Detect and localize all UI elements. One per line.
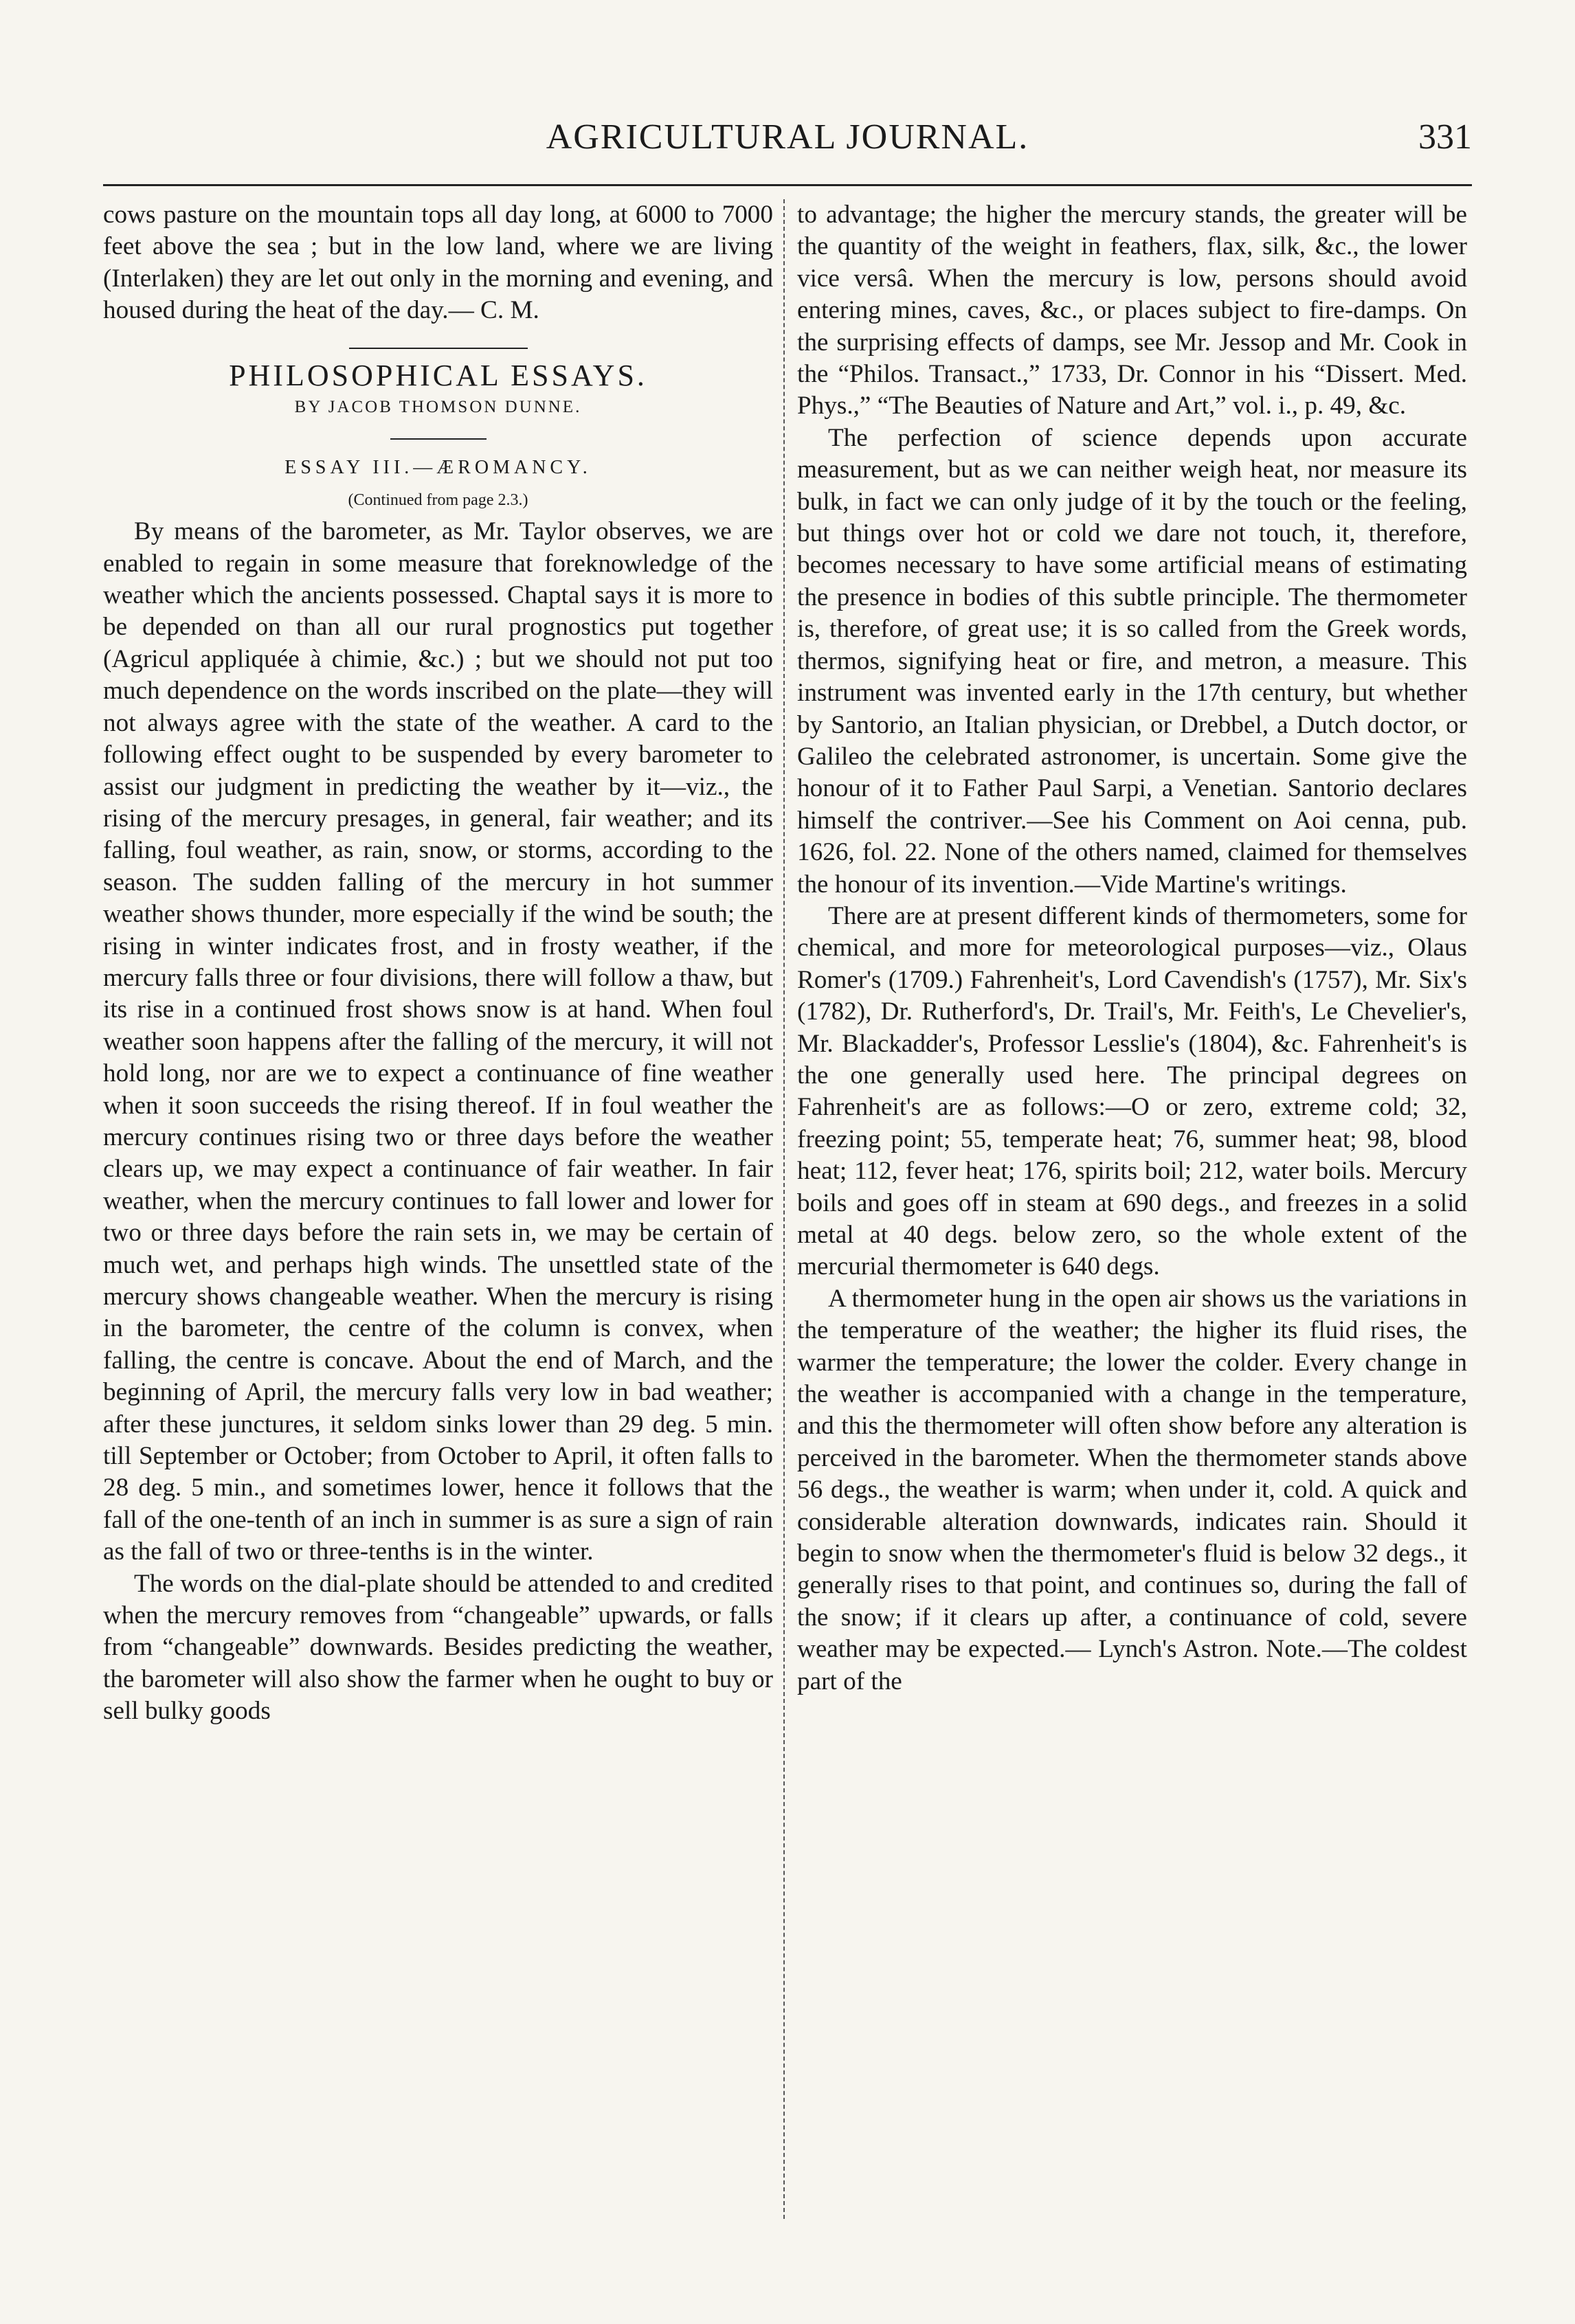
body-paragraph: A thermometer hung in the open air shows us the variations in the temperature of the weather; the higher its fluid rises, the warmer the temperature; the lower the colder. Every change in the weather is accompanied with a change in the temperature, and this the thermometer will often show before any alteration is perceived in the barometer. When the thermometer stands above 56 degs., the weather is warm; when under it, cold. A quick and considerable alteration downwards, indicates rain. Should it begin to snow when the thermometer's fluid is below 32 degs., it generally rises to that point, and continues so, during the fall of the snow; if it clears up after, a continuance of cold, severe weather may be expected.— Lynch's Astron. Note.—The coldest part of the xyxy=(797,1284,1467,1695)
column-divider xyxy=(783,199,785,2219)
body-paragraph: There are at present different kinds of thermometers, some for chemical, and more for meteorological purposes—viz., Olaus Romer's (1709.) Fahrenheit's, Lord Cavendish's (1757), Mr. Six's (1782), Dr. Rutherford's, Dr. Trail's, Mr. Feith's, Le Chevelier's, Mr. Blackadder's, Professor Lesslie's (1804), &c. Fahrenheit's is the one generally used here. The principal degrees on Fahrenheit's are as follows:—O or zero, extreme cold; 32, freezing point; 55, temperate heat; 76, summer heat; 98, blood heat; 112, fever heat; 176, spirits boil; 212, water boils. Mercury boils and goes off in steam at 690 degs., and freezes in a solid metal at 40 degs. below zero, so the whole extent of the mercurial thermometer is 640 degs. xyxy=(797,901,1467,1281)
body-paragraph: to advantage; the higher the mercury stands, the greater will be the quantity of the weight in feathers, flax, silk, &c., the lower vice versâ. When the mercury is low, persons should avoid entering mines, caves, &c., or places subject to fire-damps. On the surprising effects of damps, see Mr. Jessop and Mr. Cook in the “Philos. Transact.,” 1733, Dr. Connor in his “Dissert. Med. Phys.,” “The Beauties of Nature and Art,” vol. i., p. 49, &c. xyxy=(797,201,1467,420)
running-header xyxy=(103,117,1472,179)
essay-title: ESSAY III.—ÆROMANCY. xyxy=(284,457,592,479)
header-rule xyxy=(103,184,1472,186)
continued-note: (Continued from page 2.3.) xyxy=(348,490,528,509)
author-rule xyxy=(390,438,487,440)
journal-title: AGRICULTURAL JOURNAL. xyxy=(546,117,1029,157)
intro-paragraph: cows pasture on the mountain tops all day long, at 6000 to 7000 feet above the sea ; but in the low land, where we are living (Interlaken) they are let out only in the morning and evening, and housed during the heat of the day.— C. M. xyxy=(103,201,773,325)
body-paragraph: The words on the dial-plate should be attended to and credited when the mercury removes from “changeable” upwards, or falls from “changeable” downwards. Besides predicting the weather, the barometer will also show the farmer when he ought to buy or sell bulky goods xyxy=(103,1569,773,1726)
page-number: 331 xyxy=(1418,117,1472,157)
section-rule xyxy=(349,348,528,349)
body-paragraph: The perfection of science depends upon accurate measurement, but as we can neither weigh heat, nor measure its bulk, in fact we can only judge of it by the touch or the feeling, but things over hot or cold we dare not touch, it, therefore, becomes necessary to have some artificial means of estimating the presence in bodies of this subtle principle. The thermometer is, therefore, of great use; it is so called from the Greek words, thermos, signifying heat or fire, and metron, a measure. This instrument was invented early in the 17th century, but whether by Santorio, an Italian physician, or Drebbel, a Dutch doctor, or Galileo the celebrated astronomer, is uncertain. Some give the honour of it to Father Paul Sarpi, a Venetian. Santorio declares himself the contriver.—See his Comment on Aoi cenna, pub. 1626, fol. 22. None of the others named, claimed for themselves the honour of its invention.—Vide Martine's writings. xyxy=(797,423,1467,899)
section-title: PHILOSOPHICAL ESSAYS. xyxy=(229,358,647,392)
right-column xyxy=(797,199,1467,1697)
left-column xyxy=(103,199,773,1728)
body-paragraph: By means of the barometer, as Mr. Taylor observes, we are enabled to regain in some measure that foreknowledge of the weather which the ancients possessed. Chaptal says it is more to be depended on than all our rural prognostics put together (Agricul appliquée à chimie, &c.) ; but we should not put too much dependence on the words inscribed on the plate—they will not always agree with the state of the weather. A card to the following effect ought to be suspended by every barometer to assist our judgment in predicting the weather by it—viz., the rising of the mercury presages, in general, fair weather; and its falling, foul weather, as rain, snow, or storms, according to the season. The sudden falling of the mercury in hot summer weather shows thunder, more especially if the wind be south; the rising in winter indicates frost, and in frosty weather, if the mercury falls three or four divisions, there will follow a thaw, but its rise in a continued frost shows snow is at hand. When foul weather soon happens after the falling of the mercury, it will not hold long, nor are we to expect a continuance of fine weather when it soon succeeds the rising thereof. If in foul weather the mercury continues rising two or three days before the weather clears up, we may expect a continuance of fair weather. In fair weather, when the mercury continues to fall lower and lower for two or three days before the rain sets in, we may be certain of much wet, and perhaps high winds. The unsettled state of the mercury shows changeable weather. When the mercury is rising in the barometer, the centre of the column is convex, when falling, the centre is concave. About the end of March, and the beginning of April, the mercury falls very low in bad weather; after these junctures, it seldom sinks lower than 29 deg. 5 min. till September or October; from October to April, it often falls to 28 deg. 5 min., and sometimes lower, hence it follows that the fall of the one-tenth of an inch in summer is as sure a sign of rain as the fall of two or three-tenths is in the winter. xyxy=(103,517,773,1566)
author-line: BY JACOB THOMSON DUNNE. xyxy=(294,398,582,417)
